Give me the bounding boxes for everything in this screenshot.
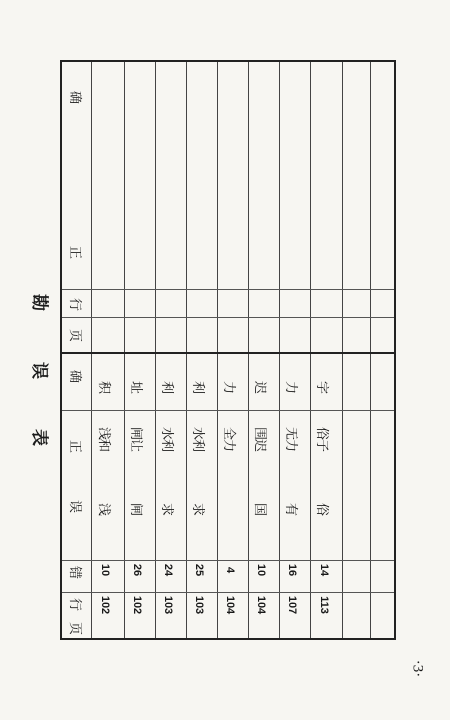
cell-wrong-char: 俗 xyxy=(314,502,330,516)
cell-wrong-char: 让 xyxy=(127,438,143,452)
cell-wrong-char: 浅 xyxy=(95,502,111,516)
cell-wrong-char: 力 xyxy=(282,438,298,452)
cell-page: 104 xyxy=(255,595,268,615)
cell-line: 10 xyxy=(99,563,112,577)
header-right-char1: 确 xyxy=(66,90,82,104)
cell-page: 107 xyxy=(286,595,299,615)
header-right-char0: 正 xyxy=(66,439,82,453)
cell-right-char: 闸 xyxy=(127,426,143,440)
title-char: 表 xyxy=(28,429,49,446)
cell-wrong-char: 和 xyxy=(95,438,111,452)
cell-wrong-char: 子 xyxy=(314,438,330,452)
page-title xyxy=(26,290,56,450)
cell-page: 102 xyxy=(99,595,112,615)
cell-wrong-char: 国 xyxy=(251,502,267,516)
cell-right-char: 力 xyxy=(220,380,236,394)
header-wrong-char0: 错 xyxy=(66,565,82,579)
cell-right-char: 浅 xyxy=(95,426,111,440)
cell-line: 4 xyxy=(224,566,237,574)
cell-line: 14 xyxy=(318,563,330,577)
cell-page: 113 xyxy=(318,596,330,614)
cell-right-char: 利 xyxy=(158,380,174,394)
header-wrong-char1: 误 xyxy=(66,499,82,513)
cell-right-char: 址 xyxy=(127,380,143,394)
cell-right-char: 迟 xyxy=(251,380,267,394)
cell-wrong-char xyxy=(215,494,246,524)
cell-line: 24 xyxy=(162,563,175,577)
cell-wrong-char: 有 xyxy=(282,502,298,516)
cell-right-char: 利 xyxy=(189,380,205,394)
cell-wrong-char: 闸 xyxy=(127,502,143,516)
cell-right-char: 全 xyxy=(220,426,236,440)
page-number: ·3· xyxy=(409,659,426,677)
title-char: 勘 xyxy=(28,294,49,311)
cell-right-char: 无 xyxy=(282,426,298,440)
cell-line: 10 xyxy=(255,563,268,577)
cell-line: 16 xyxy=(286,563,299,577)
header-line: 行 xyxy=(66,297,82,311)
cell-page: 104 xyxy=(224,595,237,615)
cell-page: 102 xyxy=(131,595,144,615)
header-page: 页 xyxy=(66,621,82,635)
cell-right-char: 围 xyxy=(251,426,267,440)
header-right-char0: 正 xyxy=(66,245,82,259)
cell-line: 26 xyxy=(131,563,144,577)
title-char: 误 xyxy=(28,361,49,379)
cell-wrong-char: 利 xyxy=(189,438,205,452)
cell-right-char: 字 xyxy=(314,380,330,394)
cell-right-char: 俗 xyxy=(314,426,330,440)
cell-right-char: 积 xyxy=(95,380,111,394)
cell-page: 103 xyxy=(162,595,175,615)
cell-wrong-char: 利 xyxy=(158,438,174,452)
cell-right-char: 水 xyxy=(158,426,174,440)
header-page: 页 xyxy=(66,328,82,342)
cell-right-char: 水 xyxy=(189,426,205,440)
header-line: 行 xyxy=(66,597,82,611)
cell-wrong-char: 求 xyxy=(158,502,174,516)
cell-right-char: 力 xyxy=(282,380,298,394)
cell-wrong-char: 迟 xyxy=(251,438,267,452)
header-right-char1: 确 xyxy=(66,369,82,383)
cell-wrong-char: 求 xyxy=(189,502,205,516)
cell-wrong-char: 力 xyxy=(220,438,236,452)
cell-page: 103 xyxy=(193,595,206,615)
cell-line: 25 xyxy=(193,563,206,577)
